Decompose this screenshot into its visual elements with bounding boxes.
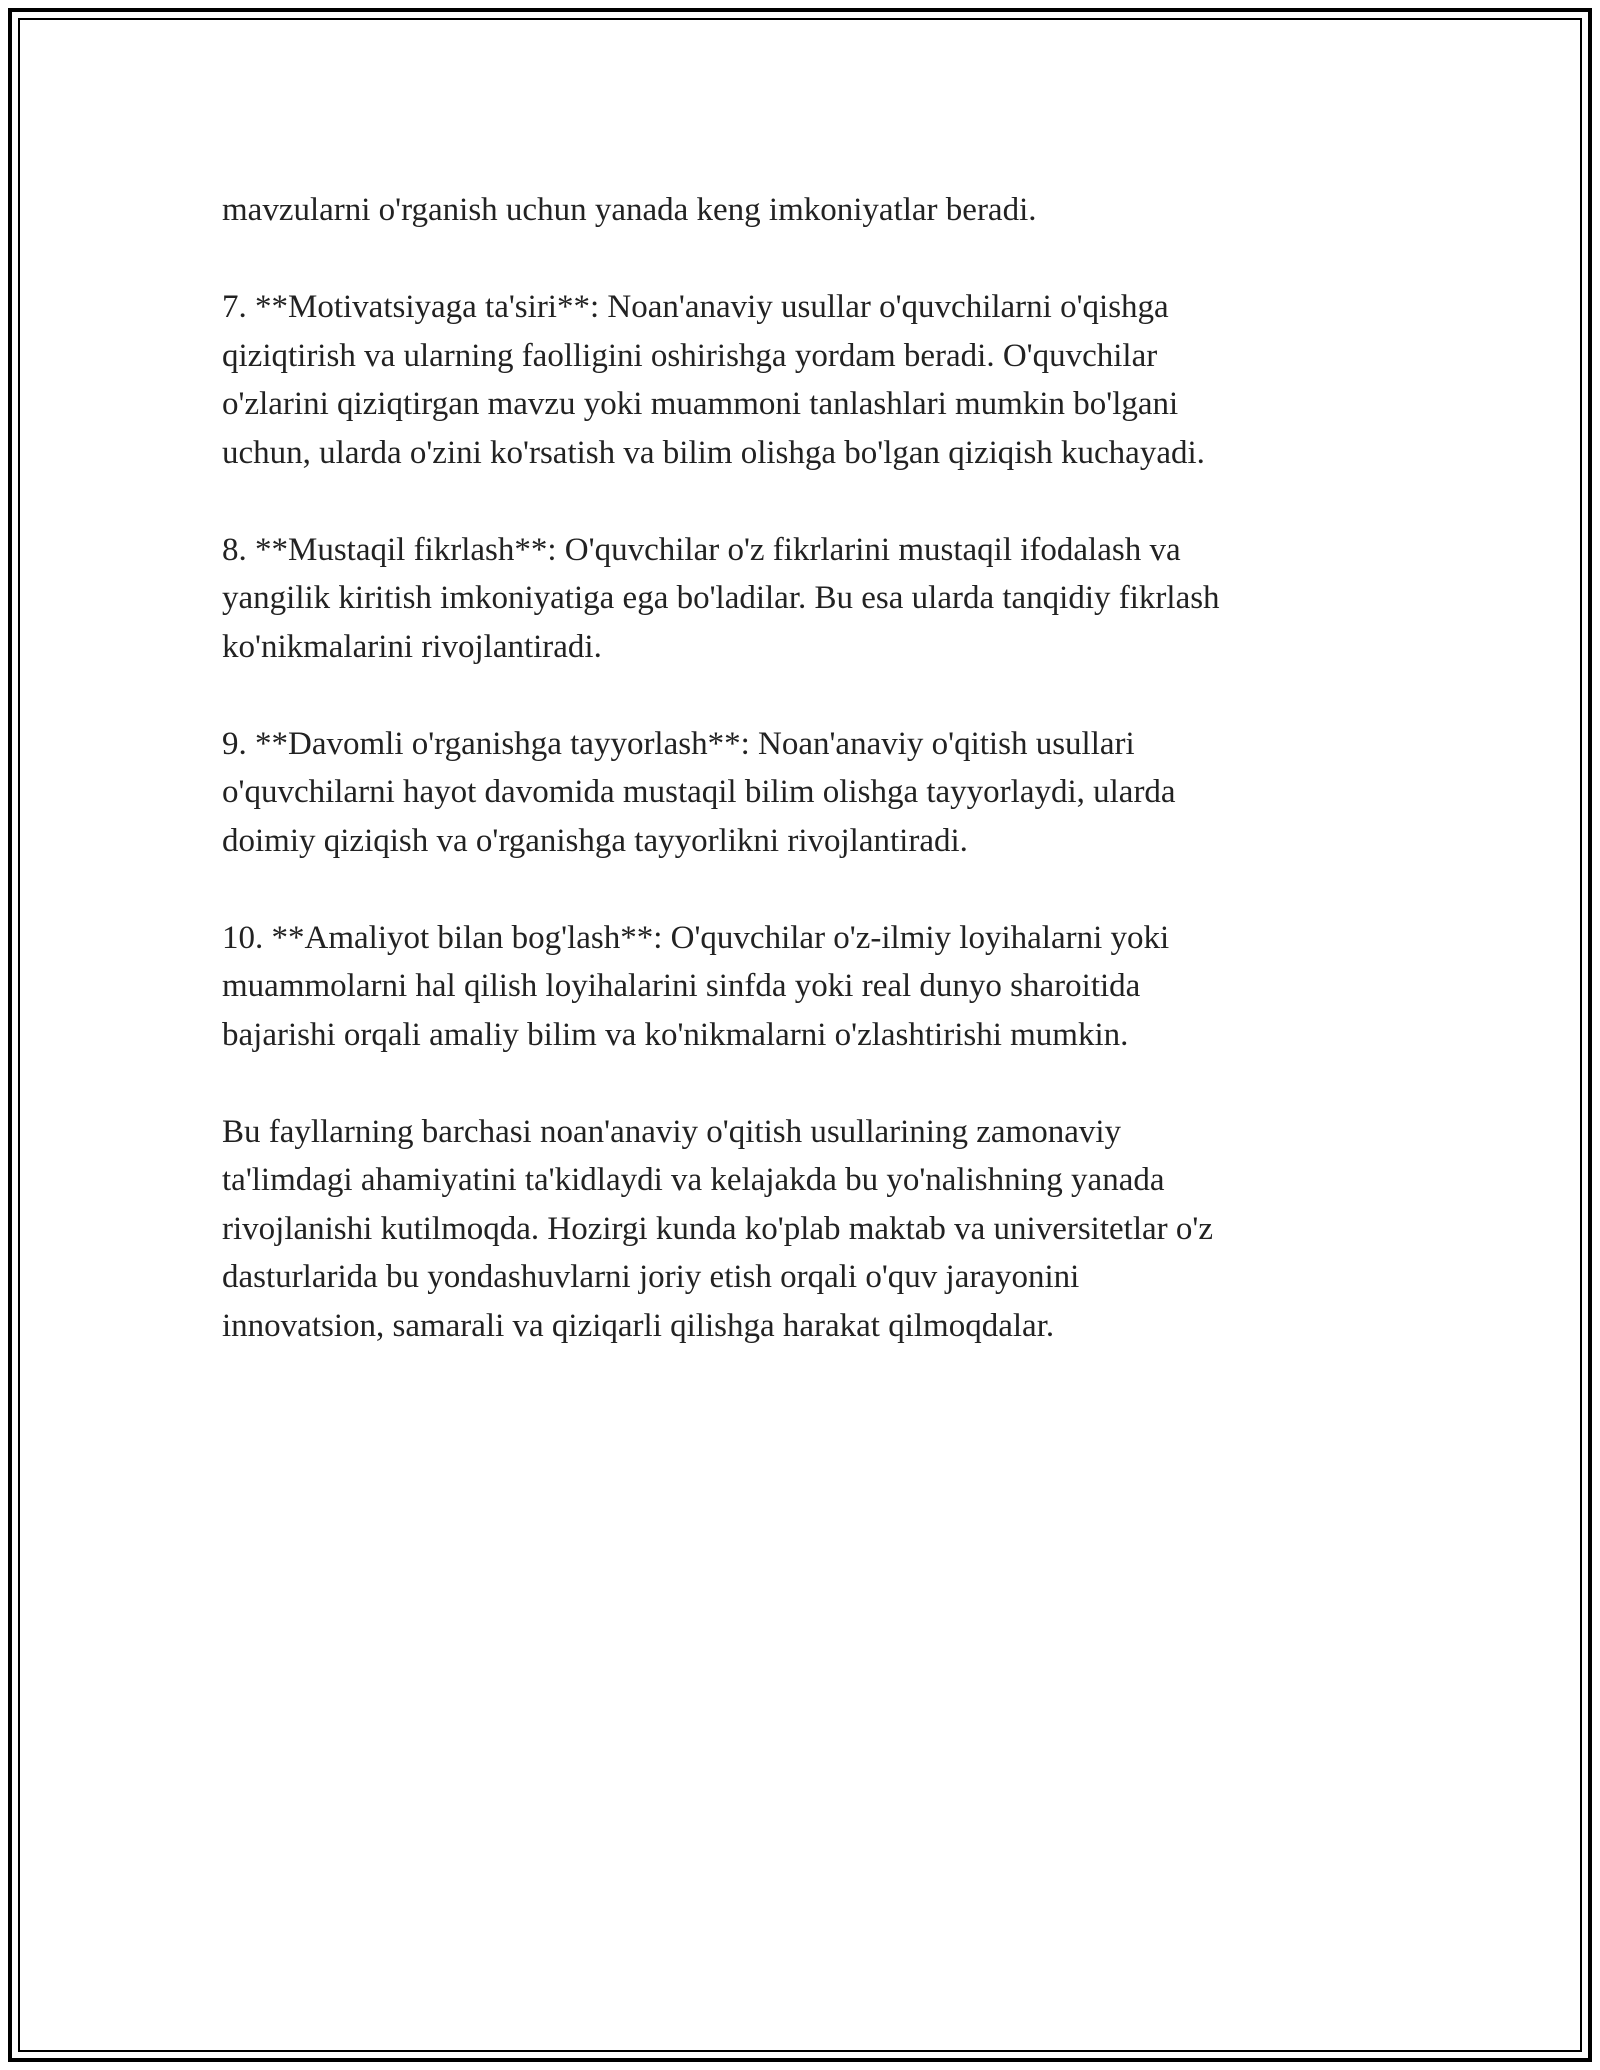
paragraph-item-10-practice: 10. **Amaliyot bilan bog'lash**: O'quvchilar o'z-ilmiy loyihalarni yoki muammolarni hal qilish loyihalarini sinfda yoki real dunyo sharoitida bajarishi orqali amaliy bilim va ko'nikmalarni o'zlashtirishi mumkin. [222,919,1170,1053]
paragraph-continuation: mavzularni o'rganish uchun yanada keng imkoniyatlar beradi. [222,192,1037,228]
paragraph-item-9-lifelong-learning: 9. **Davomli o'rganishga tayyorlash**: Noan'anaviy o'qitish usullari o'quvchilarni hayot davomida mustaqil bilim olishga tayyorlaydi, ularda doimiy qiziqish va o'rganishga tayyorlikni rivojlantiradi. [222,725,1176,859]
paragraph-item-7-motivation: 7. **Motivatsiyaga ta'siri**: Noan'anaviy usullar o'quvchilarni o'qishga qiziqtirish va ularning faolligini oshirishga yordam beradi. O'quvchilar o'zlarini qiziqtirgan mavzu yoki muammoni tanlashlari mumkin bo'lgani uchun, ularda o'zini ko'rsatish va bilim olishga bo'lgan qiziqish kuchayadi. [222,289,1205,471]
paragraph-item-8-independent-thinking: 8. **Mustaqil fikrlash**: O'quvchilar o'z fikrlarini mustaqil ifodalash va yangilik kiritish imkoniyatiga ega bo'ladilar. Bu esa ularda tanqidiy fikrlash ko'nikmalarini rivojlantiradi. [222,531,1220,665]
document-body [222,186,1362,1399]
paragraph-conclusion: Bu fayllarning barchasi noan'anaviy o'qitish usullarining zamonaviy ta'limdagi ahamiyatini ta'kidlaydi va kelajakda bu yo'nalishning yanada rivojlanishi kutilmoqda. Hozirgi kunda ko'plab maktab va universitetlar o'z dasturlarida bu yondashuvlarni joriy etish orqali o'quv jarayonini innovatsion, samarali va qiziqarli qilishga harakat qilmoqdalar. [222,1113,1213,1344]
